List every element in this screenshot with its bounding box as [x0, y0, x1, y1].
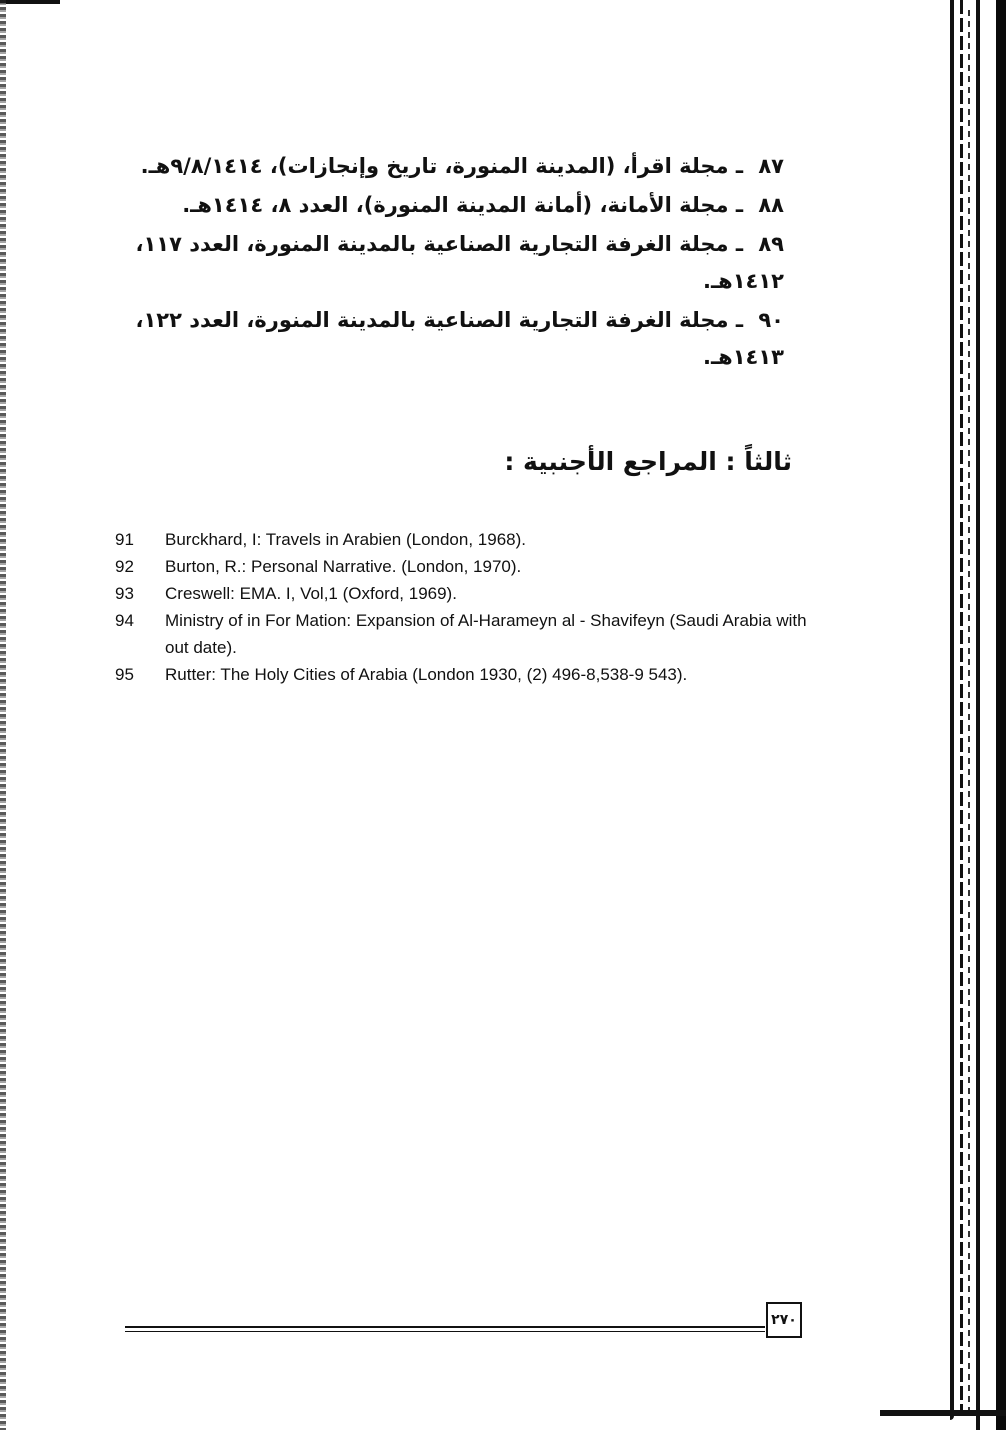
reference-item — [115, 661, 815, 688]
reference-continuation: ١٤١٣هـ. — [703, 345, 784, 369]
reference-number: 94 — [115, 611, 134, 630]
reference-item — [115, 553, 815, 580]
english-reference-list — [115, 526, 815, 688]
reference-text: مجلة الغرفة التجارية الصناعية بالمدينة المنورة، العدد ١٢٢، — [135, 308, 729, 332]
reference-number: 95 — [115, 665, 134, 684]
reference-number: ٨٩ — [758, 232, 784, 256]
reference-text: مجلة اقرأ، (المدينة المنورة، تاريخ وإنجازات)، ٩/٨/١٤١٤هـ. — [140, 154, 729, 178]
reference-number: ٨٨ — [758, 193, 784, 217]
scan-edge-top — [0, 0, 60, 4]
reference-item: ٨٧ ـ مجلة اقرأ، (المدينة المنورة، تاريخ وإنجازات)، ٩/٨/١٤١٤هـ. — [140, 154, 784, 178]
reference-number: 93 — [115, 584, 134, 603]
reference-item: ٩٠ ـ مجلة الغرفة التجارية الصناعية بالمدينة المنورة، العدد ١٢٢، ١٤١٣هـ. — [124, 302, 784, 376]
reference-text: مجلة الأمانة، (أمانة المدينة المنورة)، العدد ٨، ١٤١٤هـ. — [182, 193, 729, 217]
scan-edge-right — [946, 0, 1006, 1430]
reference-item — [115, 580, 815, 607]
scan-edge-left — [0, 0, 6, 1430]
page-number: ٢٧٠ — [766, 1302, 802, 1338]
arabic-reference-list — [124, 148, 784, 378]
reference-continuation: ١٤١٢هـ. — [703, 269, 784, 293]
reference-item: ٨٩ ـ مجلة الغرفة التجارية الصناعية بالمدينة المنورة، العدد ١١٧، ١٤١٢هـ. — [124, 226, 784, 300]
reference-item: ٨٨ ـ مجلة الأمانة، (أمانة المدينة المنورة)، العدد ٨، ١٤١٤هـ. — [182, 193, 784, 217]
reference-number: 92 — [115, 557, 134, 576]
reference-text: Creswell: EMA. I, Vol,1 (Oxford, 1969). — [165, 584, 457, 603]
reference-text: Rutter: The Holy Cities of Arabia (London 1930, (2) 496-8,538-9 543). — [165, 665, 688, 684]
reference-text: Burton, R.: Personal Narrative. (London, 1970). — [165, 557, 522, 576]
section-heading: ثالثاً : المراجع الأجنبية : — [504, 447, 792, 476]
reference-item — [115, 526, 815, 553]
reference-number: 91 — [115, 530, 134, 549]
reference-text: Ministry of in For Mation: Expansion of Al-Harameyn al - Shavifeyn (Saudi Arabia with out date). — [165, 611, 807, 657]
reference-number: ٩٠ — [758, 308, 784, 332]
reference-number: ٨٧ — [758, 154, 784, 178]
scan-edge-bottom — [880, 1410, 1006, 1416]
reference-text: Burckhard, I: Travels in Arabien (London, 1968). — [165, 530, 526, 549]
footer-rule — [125, 1326, 765, 1332]
reference-item — [115, 607, 815, 661]
reference-text: مجلة الغرفة التجارية الصناعية بالمدينة المنورة، العدد ١١٧، — [135, 232, 729, 256]
